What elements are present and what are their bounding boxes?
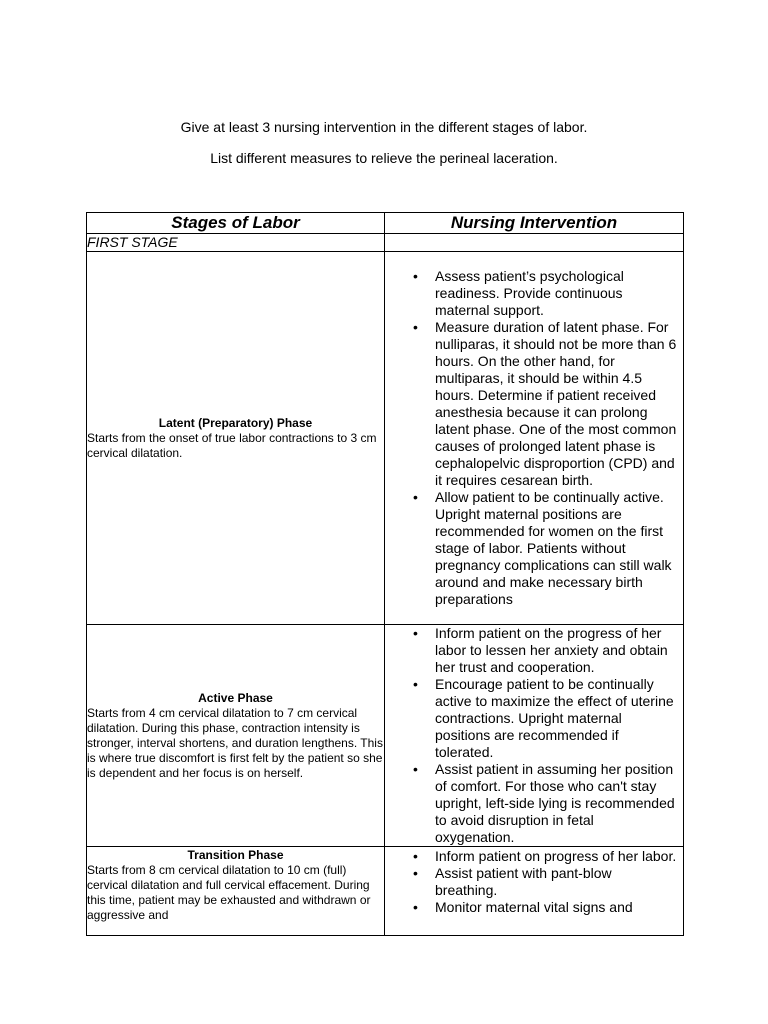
intervention-list: [385, 625, 683, 846]
phase-title: Transition Phase: [187, 848, 284, 862]
list-item: • Inform patient on the progress of her labor to lessen her anxiety and obtain her trust and cooperation.: [385, 625, 677, 676]
table-row: [87, 847, 684, 936]
intervention-list: [385, 848, 683, 916]
stage-label: FIRST STAGE: [87, 234, 385, 252]
stage-label-row: [87, 234, 684, 252]
list-item: • Inform patient on progress of her labor.: [385, 848, 677, 865]
phase-title: Latent (Preparatory) Phase: [158, 415, 313, 430]
phase-description: Starts from 8 cm cervical dilatation to 10 cm (full) cervical dilatation and full cervical effacement. During this time, patient may be exhausted and withdrawn or aggressive and: [87, 863, 371, 922]
list-item: • Monitor maternal vital signs and: [385, 899, 677, 916]
phase-description: Starts from the onset of true labor contractions to 3 cm cervical dilatation.: [87, 430, 377, 460]
phase-cell-active: [87, 625, 385, 847]
table-header-row: [87, 213, 684, 234]
list-item: • Assist patient in assuming her position of comfort. For those who can't stay upright, left-side lying is recommended to avoid disruption in fetal oxygenation.: [385, 761, 677, 846]
header-stages: Stages of Labor: [87, 213, 385, 234]
interventions-cell-transition: [385, 847, 684, 936]
phase-cell-latent: [87, 252, 385, 625]
interventions-cell-content: [385, 848, 683, 934]
header-interventions: Nursing Intervention: [385, 213, 684, 234]
stages-of-labor-table: [86, 212, 684, 936]
interventions-cell-active: [385, 625, 684, 847]
list-item: • Encourage patient to be continually active to maximize the effect of uterine contractions. Upright maternal positions are recommended if tolerated.: [385, 676, 677, 761]
instruction-line-2: List different measures to relieve the perineal laceration.: [210, 150, 558, 166]
instruction-line-1: Give at least 3 nursing intervention in the different stages of labor.: [180, 119, 588, 135]
phase-description: Starts from 4 cm cervical dilatation to 7 cm cervical dilatation. During this phase, contraction intensity is stronger, interval shortens, and duration lengthens. This is where true discomfort is first felt by the patient so she is dependent and her focus is on herself.: [87, 705, 383, 780]
table-row: [87, 252, 684, 625]
stage-label-empty-cell: [385, 234, 684, 252]
intervention-list: [385, 268, 683, 608]
list-item: • Assist patient with pant-blow breathing.: [385, 865, 677, 899]
list-item: • Allow patient to be continually active. Upright maternal positions are recommended for women on the first stage of labor. Patients without pregnancy complications can still walk around and make necessary birth preparations: [385, 489, 677, 608]
list-item: • Measure duration of latent phase. For nulliparas, it should not be more than 6 hours. On the other hand, for multiparas, it should be within 4.5 hours. Determine if patient received anesthesia because it can prolong latent phase. One of the most common causes of prolonged latent phase is cephalopelvic disproportion (CPD) and it requires cesarean birth.: [385, 319, 677, 489]
phase-cell-content: [87, 848, 384, 934]
instructions: [0, 119, 768, 167]
list-item: • Assess patient’s psychological readiness. Provide continuous maternal support.: [385, 268, 677, 319]
interventions-cell-latent: [385, 252, 684, 625]
phase-title: Active Phase: [198, 690, 273, 705]
table-row: [87, 625, 684, 847]
phase-cell-transition: [87, 847, 385, 936]
